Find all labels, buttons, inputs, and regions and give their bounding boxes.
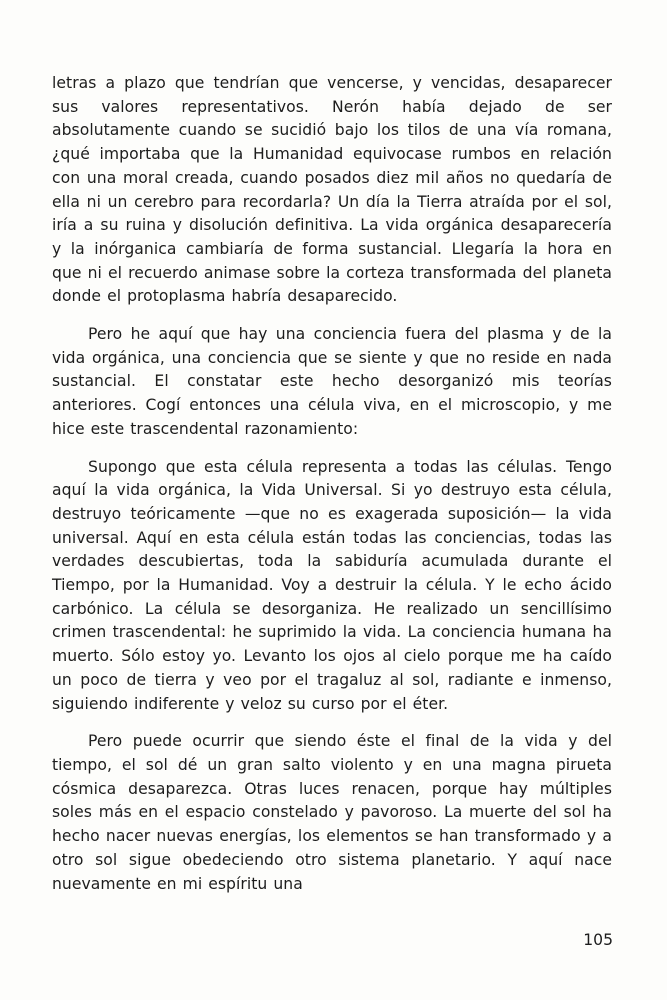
paragraph-3: Supongo que esta célula representa a todas las células. Tengo aquí la vida orgánica, la Vida Universal. Si yo destruyo esta célula, destruyo teóricamente —que no es exagerada suposición— la vida universal. Aquí en esta célula están todas las conciencias, todas las verdades descubiertas, toda la sabiduría acumulada durante el Tiempo, por la Humanidad. Voy a destruir la célula. Y le echo ácido carbónico. La célula se desorganiza. He realizado un sencillísimo crimen trascendental: he suprimido la vida. La conciencia humana ha muerto. Sólo estoy yo. Levanto los ojos al cielo porque me ha caído un poco de tierra y veo por el tragaluz al sol, radiante e inmenso, siguiendo indiferente y veloz su curso por el éter. (52, 457, 612, 713)
paragraph-2: Pero he aquí que hay una conciencia fuera del plasma y de la vida orgánica, una conciencia que se siente y que no reside en nada sustancial. El constatar este hecho desorganizó mis teorías anteriores. Cogí entonces una célula viva, en el microscopio, y me hice este trascendental razonamiento: (52, 325, 612, 438)
page-number: 105 (583, 931, 613, 949)
body-text (52, 72, 612, 910)
paragraph-4: Pero puede ocurrir que siendo éste el final de la vida y del tiempo, el sol dé un gran salto violento y en una magna pirueta cósmica desaparezca. Otras luces renacen, porque hay múltiples soles más en el espacio constelado y pavoroso. La muerte del sol ha hecho nacer nuevas energías, los elementos se han transformado y a otro sol sigue obedeciendo otro sistema planetario. Y aquí nace nuevamente en mi espíritu una (52, 732, 612, 893)
paragraph-1: letras a plazo que tendrían que vencerse, y vencidas, desaparecer sus valores representativos. Nerón había dejado de ser absolutamente cuando se sucidió bajo los tilos de una vía romana, ¿qué importaba que la Humanidad equivocase rumbos en relación con una moral creada, cuando posados diez mil años no quedaría de ella ni un cerebro para recordarla? Un día la Tierra atraída por el sol, iría a su ruina y disolución definitiva. La vida orgánica desaparecería y la inórganica cambiaría de forma sustancial. Llegaría la hora en que ni el recuerdo animase sobre la corteza transformada del planeta donde el protoplasma habría desaparecido. (52, 74, 612, 306)
